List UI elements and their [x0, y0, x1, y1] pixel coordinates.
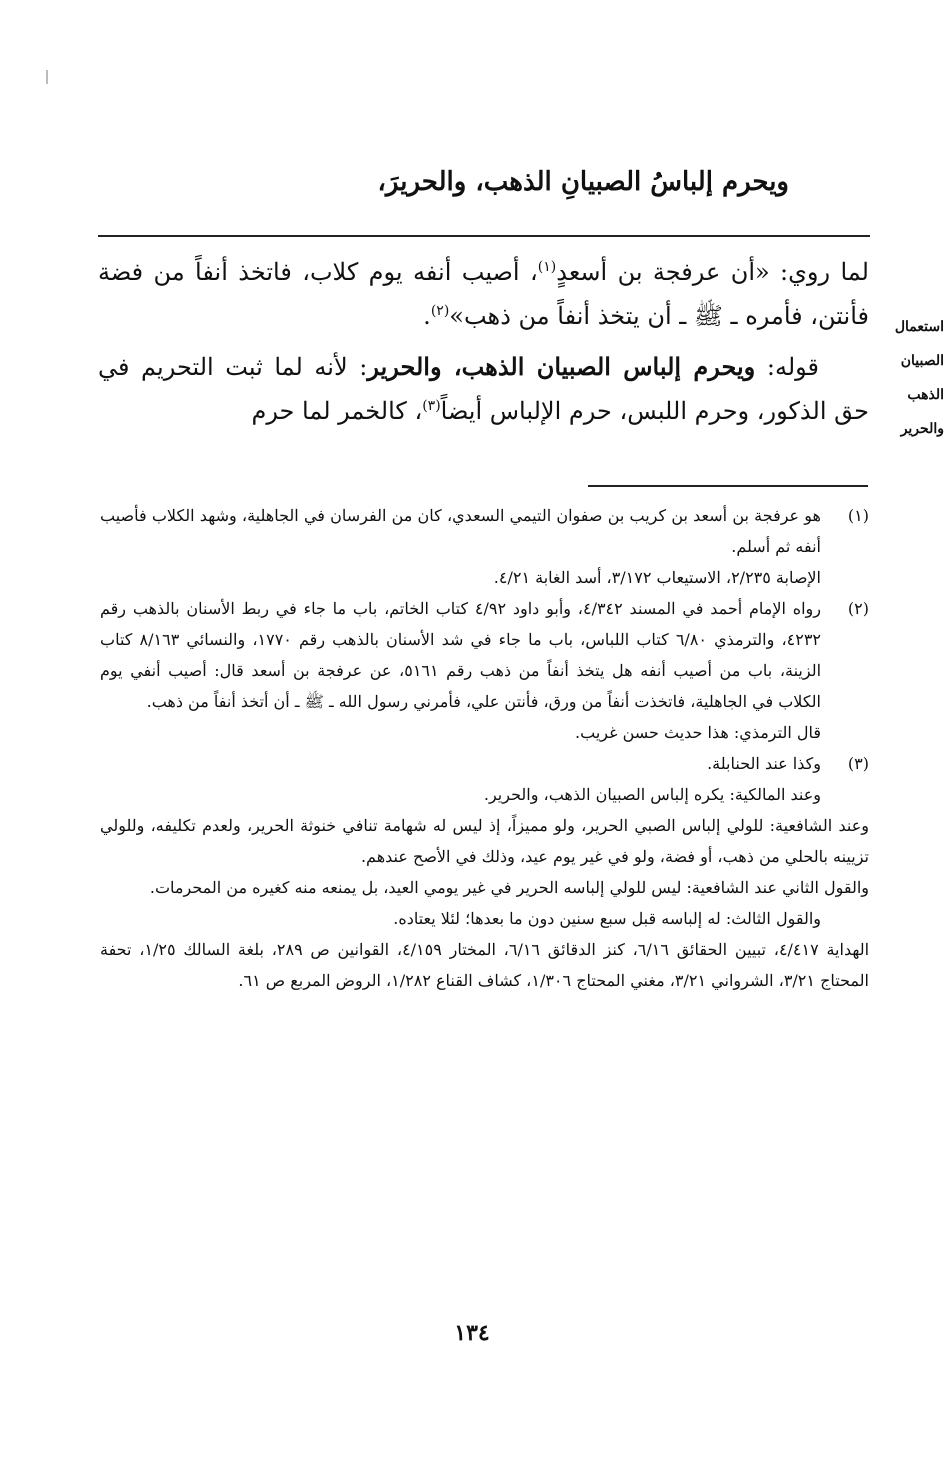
footnote-line: والقول الثاني عند الشافعية: ليس للولي إلباسه الحرير في غير يومي العيد، بل يمنعه منه كغيره من المحرمات.: [149, 878, 869, 897]
section-heading-text: ويحرم إلباسُ الصبيانِ الذهب، والحريرَ،: [377, 167, 789, 197]
heading-divider: [98, 235, 870, 237]
footnote-sources: الهداية ٤/٤١٧، تبيين الحقائق ٦/١٦، كنز الدقائق ٦/١٦، المختار ٤/١٥٩، القوانين ص ٢٨٩، بلغة السالك ١/٢٥، تحفة المحتاج ٣/٢١، الشرواني ٣/٢١، مغني المحتاج ١/٣٠٦، كشاف القناع ١/٢٨٢، الروض المربع ص ٦١.: [100, 940, 870, 990]
page-number: ١٣٤: [454, 1320, 490, 1346]
p2-quoted-text: ويحرم إلباس الصبيان الذهب، والحرير: [367, 352, 756, 381]
footnote-2: [100, 593, 869, 748]
footnote-number: (٣): [847, 754, 869, 773]
footnote-1: [100, 500, 869, 593]
footnote-3-continued: [100, 779, 869, 996]
footnote-ref-3[interactable]: (٣): [422, 398, 441, 414]
footnote-note: قال الترمذي: هذا حديث حسن غريب.: [575, 723, 821, 742]
footnote-line: وكذا عند الحنابلة.: [707, 754, 821, 773]
footnote-ref-1[interactable]: (١): [537, 259, 557, 275]
footnote-source: الإصابة ٢/٢٣٥، الاستيعاب ٣/١٧٢، أسد الغابة ٤/٢١.: [493, 568, 821, 587]
margin-note-line: الذهب: [907, 387, 944, 403]
footnote-number: (٢): [847, 599, 869, 618]
body-paragraph-1: [98, 250, 869, 338]
p1-text-c: .: [423, 302, 431, 330]
margin-note: [874, 310, 944, 446]
p1-text-a: لما روي: «أن عرفجة بن أسعدٍ: [556, 258, 869, 286]
footnote-text: رواه الإمام أحمد في المسند ٤/٣٤٢، وأبو داود ٤/٩٢ كتاب الخاتم، باب ما جاء في ربط الأسنان بالذهب رقم ٤٢٣٢، والترمذي ٦/٨٠ كتاب اللباس، باب ما جاء في شد الأسنان بالذهب رقم ١٧٧٠، والنسائي ٨/١٦٣ كتاب الزينة، باب من أصيب أنفه هل يتخذ أنفاً من ذهب رقم ٥١٦١، عن عرفجة بن أسعد قال: أصيب أنفي يوم الكلاب في الجاهلية، فاتخذت أنفاً من ورق، فأنتن علي، فأمرني رسول الله ـ ﷺ ـ أن أتخذ أنفاً من ذهب.: [100, 599, 822, 711]
footnote-ref-2[interactable]: (٢): [430, 303, 450, 319]
footnote-line: وعند الشافعية: للولي إلباس الصبي الحرير، ولو مميزاً، إذ ليس له شهامة تنافي خنوثة الحرير، ولعدم تكليفه، وللولي تزيينه بالحلي من ذهب، أو فضة، ولو في غير يوم عيد، وذلك في الأصح عندهم.: [100, 816, 869, 866]
footnotes: [100, 500, 869, 996]
section-heading: [100, 160, 789, 204]
scan-mark: [46, 70, 48, 84]
margin-note-line: والحرير: [900, 421, 944, 437]
margin-note-line: استعمال: [894, 319, 944, 335]
p2-text-a: : لأنه لما ثبت التحريم في حق الذكور، وحرم اللبس، حرم الإلباس أيضاً: [98, 353, 869, 425]
footnote-line: والقول الثالث: له إلباسه قبل سبع سنين دون ما بعدها؛ لئلا يعتاده.: [393, 909, 821, 928]
margin-note-line: الصبيان: [900, 353, 944, 369]
footnote-line: وعند المالكية: يكره إلباس الصبيان الذهب، والحرير.: [483, 785, 821, 804]
footnote-divider: [588, 485, 868, 487]
p1-text-b: ، أصيب أنفه يوم كلاب، فاتخذ أنفاً من فضة فأنتن، فأمره ـ ﷺ ـ أن يتخذ أنفاً من ذهب»: [98, 258, 869, 330]
body-paragraph-2: [98, 345, 869, 433]
p2-text-b: ، كالخمر لما حرم: [251, 397, 423, 425]
p2-lead: قوله:: [766, 353, 819, 381]
footnote-3: [100, 748, 869, 779]
footnote-number: (١): [847, 506, 869, 525]
footnote-text: هو عرفجة بن أسعد بن كريب بن صفوان التيمي السعدي، كان من الفرسان في الجاهلية، وشهد الكلاب فأصيب أنفه ثم أسلم.: [100, 506, 821, 556]
